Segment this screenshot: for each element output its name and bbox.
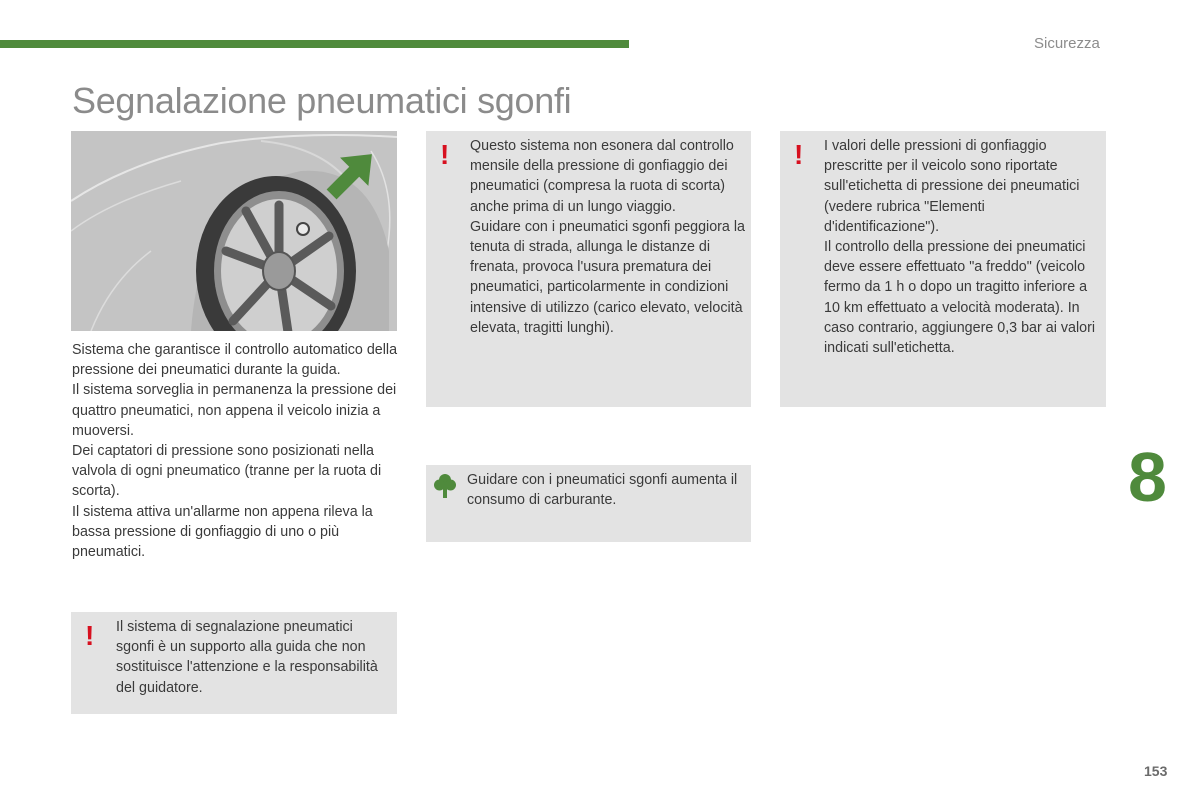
- intro-paragraph: Sistema che garantisce il controllo automatico della pressione dei pneumatici durante la guida.: [72, 342, 398, 379]
- warning-text: [824, 136, 1099, 358]
- eco-tip-box: [426, 465, 751, 542]
- warning-icon: !: [794, 139, 804, 170]
- warning-icon: !: [85, 620, 95, 651]
- section-label: Sicurezza: [1034, 35, 1100, 52]
- warning-paragraph: Questo sistema non esonera dal controllo mensile della pressione di gonfiaggio dei pneumatici (compresa la ruota di scorta) anche prima di un lungo viaggio.: [470, 138, 734, 215]
- intro-paragraph: Il sistema attiva un'allarme non appena rileva la bassa pressione di gonfiaggio di uno o più pneumatici.: [72, 503, 373, 561]
- wheel-illustration: [71, 131, 397, 331]
- warning-icon: !: [440, 139, 450, 170]
- warning-paragraph: I valori delle pressioni di gonfiaggio prescritte per il veicolo sono riportate sull'etichetta di pressione dei pneumatici (vedere rubrica "Elementi d'identificazione").: [824, 138, 1080, 235]
- warning-box-monthly-check: [426, 131, 751, 407]
- chapter-number: 8: [1128, 438, 1167, 516]
- warning-text: [470, 136, 750, 338]
- warning-paragraph: Il controllo della pressione dei pneumatici deve essere effettuato "a freddo" (veicolo fermo da 1 h o dopo un tragitto inferiore a 10 km effettuato a velocità moderata). In caso contrario, aggiungere 0,3 bar ai valori indicati sull'etichetta.: [824, 239, 1096, 357]
- tree-icon: [434, 473, 456, 499]
- intro-paragraph: Il sistema sorveglia in permanenza la pressione dei quattro pneumatici, non appena il veicolo inizia a muoversi.: [72, 382, 397, 439]
- warning-text: Il sistema di segnalazione pneumatici sgonfi è un supporto alla guida che non sostituisce l'attenzione e la responsabilità del guidatore.: [116, 619, 378, 696]
- header-accent-bar: [0, 40, 629, 48]
- page-title: Segnalazione pneumatici sgonfi: [72, 80, 572, 121]
- eco-tip-text: Guidare con i pneumatici sgonfi aumenta il consumo di carburante.: [467, 472, 738, 509]
- intro-paragraph: Dei captatori di pressione sono posizionati nella valvola di ogni pneumatico (tranne per la ruota di scorta).: [72, 443, 382, 500]
- warning-box-driver-responsibility: [71, 612, 397, 714]
- warning-box-pressure-values: [780, 131, 1106, 407]
- wheel-with-arrow-illustration: [71, 131, 397, 331]
- page-number: 153: [1144, 763, 1168, 779]
- warning-paragraph: Guidare con i pneumatici sgonfi peggiora la tenuta di strada, allunga le distanze di frenata, provoca l'usura prematura dei pneumatici, particolarmente in condizioni intensive di utilizzo (carico elevato, velocità elevata, tragitti lunghi).: [470, 218, 745, 336]
- intro-text: [72, 340, 402, 562]
